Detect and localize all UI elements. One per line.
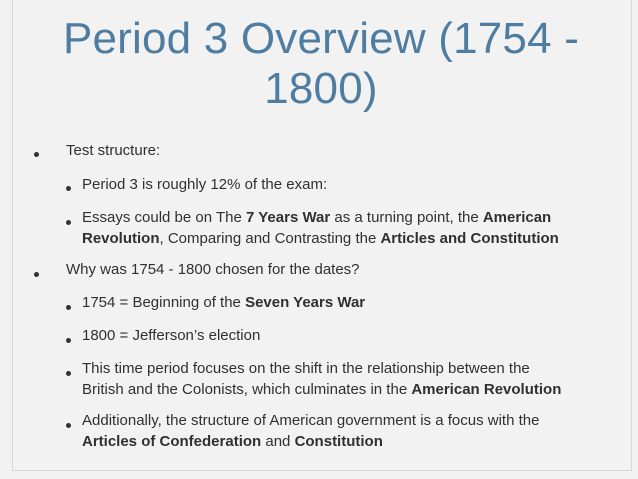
bullet-heading-why-dates: Why was 1754 - 1800 chosen for the dates?	[66, 261, 360, 278]
essays-bold-revolution: Revolution	[82, 230, 160, 247]
sub-bullet-text-1754	[82, 293, 365, 313]
sub-bullet-dot	[66, 220, 71, 225]
structure-text-and: and	[261, 433, 295, 450]
essays-text-part-2: as a turning point, the	[330, 209, 483, 226]
sub-bullet-dot	[66, 338, 71, 343]
slide-title-line-1: Period 3 Overview (1754 -	[62, 14, 580, 63]
essays-text-part-1: Essays could be on The	[82, 209, 246, 226]
structure-bold-articles: Articles of Confederation	[82, 433, 262, 450]
sub-bullet-dot	[66, 423, 71, 428]
text-1754-bold: Seven Years War	[245, 294, 366, 311]
essays-bold-american: American	[482, 209, 552, 226]
sub-bullet-text-shift-line-2	[82, 380, 561, 400]
structure-bold-constitution: Constitution	[294, 433, 383, 450]
sub-bullet-dot	[66, 371, 71, 376]
sub-bullet-text-shift-line-1: This time period focuses on the shift in the relationship between the	[82, 360, 530, 377]
bullet-heading-test-structure: Test structure:	[66, 142, 161, 159]
shift-text-part-1: British and the Colonists, which culminates in the	[82, 381, 412, 398]
bullet-dot	[34, 272, 39, 277]
sub-bullet-dot	[66, 186, 71, 191]
sub-bullet-text-essays-line-1	[82, 208, 551, 228]
essays-text-part-3: , Comparing and Contrasting the	[159, 230, 381, 247]
sub-bullet-text-1800: 1800 = Jefferson’s election	[82, 327, 261, 344]
sub-bullet-text-structure-line-1: Additionally, the structure of American government is a focus with the	[82, 412, 540, 429]
text-1754-part-1: 1754 = Beginning of the	[82, 294, 246, 311]
sub-bullet-text-structure-line-2	[82, 432, 383, 452]
shift-bold-american-revolution: American Revolution	[411, 381, 562, 398]
bullet-dot	[34, 152, 39, 157]
essays-bold-articles-and-constitution: Articles and Constitution	[380, 230, 559, 247]
sub-bullet-text-period-share: Period 3 is roughly 12% of the exam:	[82, 176, 328, 193]
essays-bold-seven-years-war: 7 Years War	[246, 209, 331, 226]
sub-bullet-text-essays-line-2	[82, 229, 559, 249]
slide-title-line-2: 1800)	[264, 64, 378, 113]
sub-bullet-dot	[66, 305, 71, 310]
